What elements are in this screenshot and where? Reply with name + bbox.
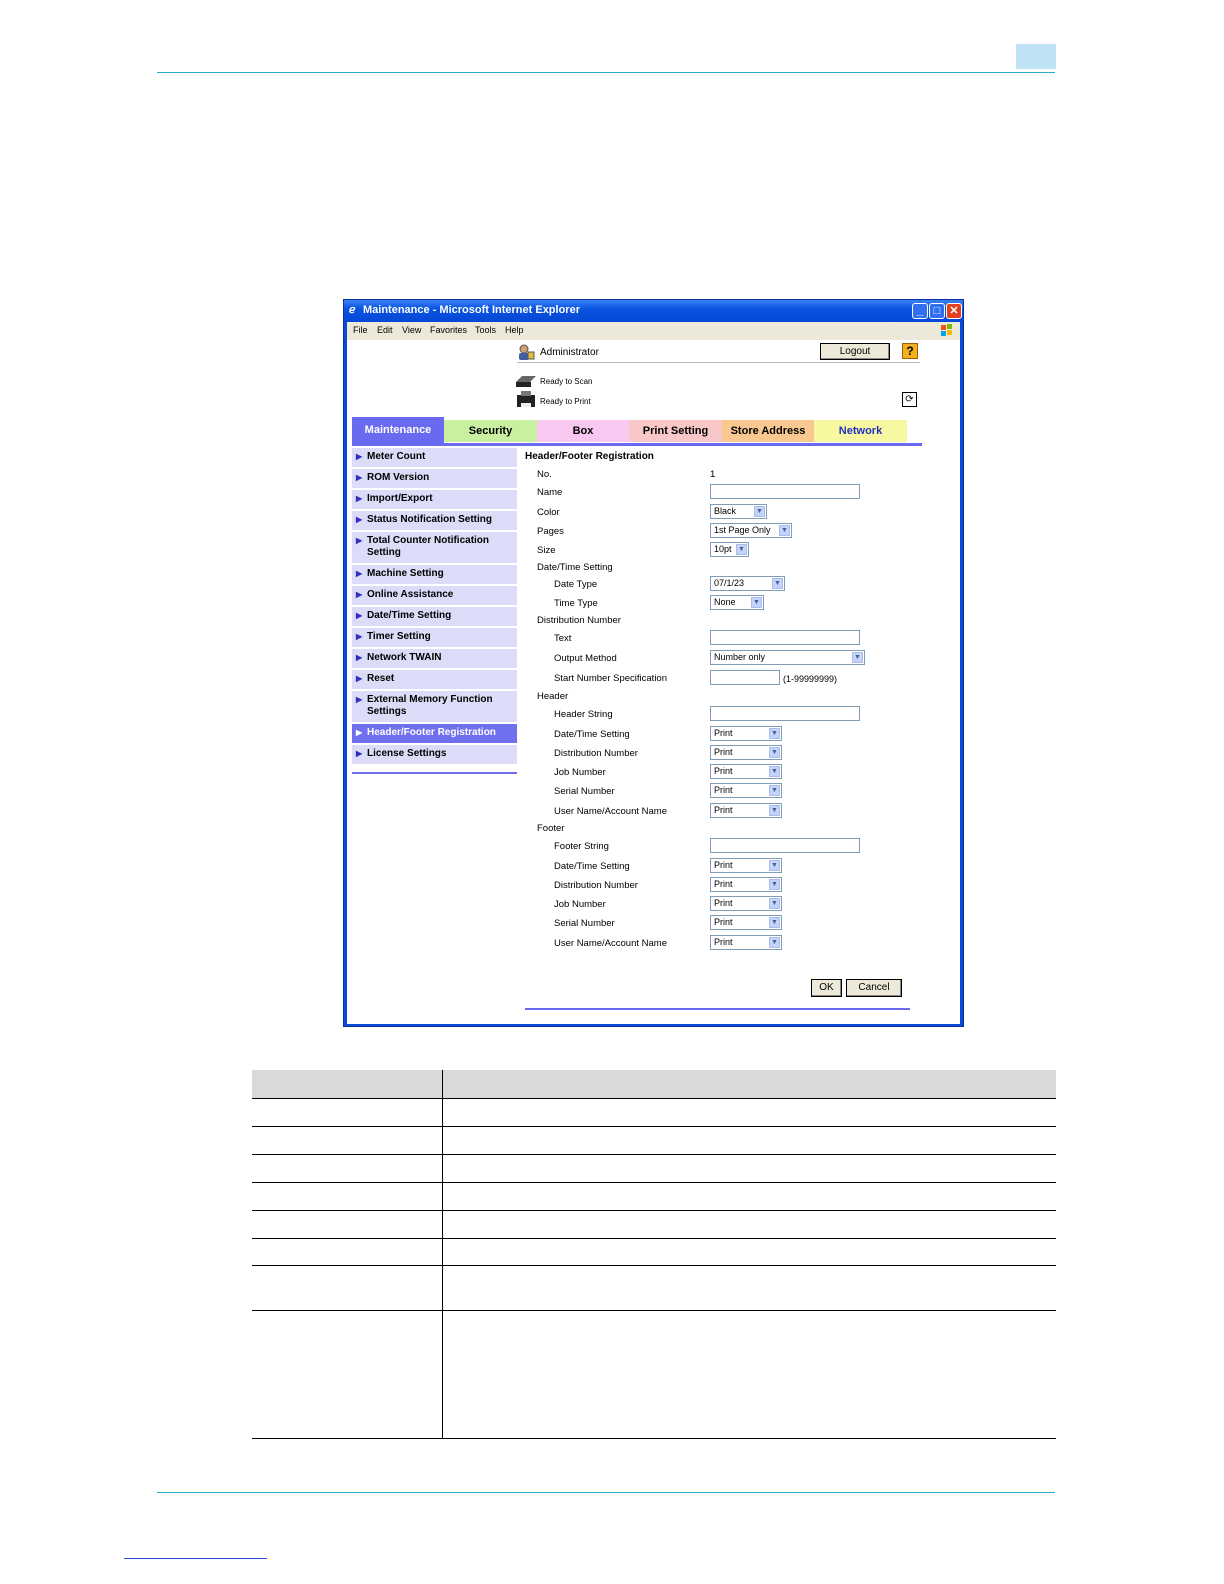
chevron-down-icon: ▼ bbox=[852, 652, 863, 663]
arrow-icon: ▶ bbox=[356, 536, 363, 545]
sidebar-item-label: ROM Version bbox=[367, 472, 430, 483]
arrow-icon: ▶ bbox=[356, 611, 363, 620]
table-row bbox=[252, 1211, 1056, 1239]
distribution-text-input[interactable] bbox=[710, 630, 860, 645]
start-number-input[interactable] bbox=[710, 670, 780, 685]
arrow-icon: ▶ bbox=[356, 749, 363, 758]
sidebar-item-network-twain[interactable] bbox=[352, 649, 517, 670]
pages-value: 1st Page Only bbox=[714, 525, 771, 535]
table-row bbox=[252, 1127, 1056, 1155]
table-cell bbox=[443, 1183, 1057, 1211]
windows-logo-icon bbox=[940, 324, 954, 338]
table-row bbox=[252, 1266, 1056, 1311]
sidebar-item-label: Date/Time Setting bbox=[367, 610, 452, 621]
chevron-down-icon: ▼ bbox=[769, 747, 780, 758]
footer-serial-number-select[interactable] bbox=[710, 915, 782, 930]
sidebar-item-external-memory[interactable] bbox=[352, 691, 517, 724]
page-content bbox=[347, 340, 960, 1024]
no-label: No. bbox=[537, 469, 552, 480]
tab-box[interactable]: Box bbox=[537, 420, 629, 442]
header-serial-number-label: Serial Number bbox=[554, 786, 615, 797]
description-table bbox=[252, 1070, 1056, 1439]
arrow-icon: ▶ bbox=[356, 674, 363, 683]
chevron-down-icon: ▼ bbox=[769, 728, 780, 739]
scan-status: Ready to Scan bbox=[540, 377, 593, 386]
main-tabs bbox=[352, 417, 922, 443]
arrow-icon: ▶ bbox=[356, 452, 363, 461]
help-button[interactable]: ? bbox=[902, 343, 918, 359]
sidebar-item-label: Header/Footer Registration bbox=[367, 727, 496, 738]
table-header-row bbox=[252, 1070, 1056, 1099]
select-value: Print bbox=[714, 747, 733, 757]
tab-underline bbox=[352, 443, 922, 446]
menu-edit[interactable]: Edit bbox=[377, 325, 393, 335]
header-user-name-select[interactable] bbox=[710, 803, 782, 818]
arrow-icon: ▶ bbox=[356, 695, 363, 704]
chevron-down-icon: ▼ bbox=[769, 785, 780, 796]
table-cell bbox=[252, 1099, 443, 1127]
sidebar-item-label: Status Notification Setting bbox=[367, 514, 492, 525]
table-cell bbox=[443, 1155, 1057, 1183]
arrow-icon: ▶ bbox=[356, 515, 363, 524]
select-value: Print bbox=[714, 766, 733, 776]
table-cell bbox=[252, 1070, 443, 1099]
table-cell bbox=[443, 1211, 1057, 1239]
chevron-down-icon: ▼ bbox=[769, 898, 780, 909]
sidebar-item-header-footer-registration[interactable] bbox=[352, 724, 517, 745]
select-value: Print bbox=[714, 728, 733, 738]
header-distribution-select[interactable] bbox=[710, 745, 782, 760]
distribution-section-label: Distribution Number bbox=[537, 615, 621, 626]
sidebar-item-date-time-setting[interactable] bbox=[352, 607, 517, 628]
minimize-button[interactable]: _ bbox=[912, 303, 928, 319]
sidebar-item-import-export[interactable] bbox=[352, 490, 517, 511]
print-status: Ready to Print bbox=[540, 397, 591, 406]
sidebar-item-label: Timer Setting bbox=[367, 631, 431, 642]
chevron-down-icon: ▼ bbox=[769, 805, 780, 816]
header-divider bbox=[517, 362, 920, 363]
chevron-down-icon: ▼ bbox=[772, 578, 783, 589]
time-type-select[interactable] bbox=[710, 595, 764, 610]
arrow-icon: ▶ bbox=[356, 569, 363, 578]
table-cell bbox=[443, 1127, 1057, 1155]
table-cell bbox=[443, 1266, 1057, 1311]
tab-network[interactable]: Network bbox=[814, 420, 907, 442]
administrator-icon bbox=[517, 344, 535, 360]
sidebar-item-label: Machine Setting bbox=[367, 568, 444, 579]
footer-job-number-select[interactable] bbox=[710, 896, 782, 911]
sidebar-item-label: License Settings bbox=[367, 748, 447, 759]
select-value: Print bbox=[714, 937, 733, 947]
table-cell bbox=[252, 1127, 443, 1155]
menu-view[interactable]: View bbox=[402, 325, 422, 335]
tab-store-address[interactable]: Store Address bbox=[722, 420, 814, 442]
arrow-icon: ▶ bbox=[356, 590, 363, 599]
name-input[interactable] bbox=[710, 484, 860, 499]
tab-maintenance[interactable]: Maintenance bbox=[352, 417, 444, 443]
refresh-icon[interactable]: ⟳ bbox=[902, 392, 917, 407]
sidebar-item-timer-setting[interactable] bbox=[352, 628, 517, 649]
date-type-label: Date Type bbox=[554, 579, 598, 590]
table-cell bbox=[252, 1239, 443, 1266]
browser-window bbox=[343, 299, 964, 1027]
sidebar-item-label: Network TWAIN bbox=[367, 652, 442, 663]
footer-string-input[interactable] bbox=[710, 838, 860, 853]
text-label: Text bbox=[554, 633, 572, 644]
select-value: Print bbox=[714, 879, 733, 889]
header-distribution-label: Distribution Number bbox=[554, 748, 638, 759]
table-row bbox=[252, 1099, 1056, 1127]
footer-string-label: Footer String bbox=[554, 841, 609, 852]
footer-user-name-select[interactable] bbox=[710, 935, 782, 950]
arrow-icon: ▶ bbox=[356, 494, 363, 503]
header-rule bbox=[157, 72, 1055, 73]
window-title: Maintenance - Microsoft Internet Explorer bbox=[363, 304, 580, 316]
date-type-value: 07/1/23 bbox=[714, 578, 745, 588]
output-method-label: Output Method bbox=[554, 653, 617, 664]
chevron-down-icon: ▼ bbox=[769, 917, 780, 928]
output-method-select[interactable] bbox=[710, 650, 865, 665]
sidebar-item-total-counter-notification[interactable] bbox=[352, 532, 517, 565]
pages-label: Pages bbox=[537, 526, 564, 537]
chapter-tab bbox=[1016, 44, 1056, 69]
start-number-label: Start Number Specification bbox=[554, 673, 667, 684]
color-value: Black bbox=[714, 506, 737, 516]
select-value: Print bbox=[714, 860, 733, 870]
pages-select[interactable] bbox=[710, 523, 792, 538]
scanner-icon bbox=[515, 373, 537, 389]
sidebar-item-label: External Memory Function Settings bbox=[367, 694, 493, 717]
header-string-input[interactable] bbox=[710, 706, 860, 721]
chevron-down-icon: ▼ bbox=[769, 937, 780, 948]
color-select[interactable] bbox=[710, 504, 767, 519]
footer-distribution-label: Distribution Number bbox=[554, 880, 638, 891]
ie-icon: ℯ bbox=[349, 304, 356, 316]
table-row bbox=[252, 1239, 1056, 1266]
footer-datetime-select[interactable] bbox=[710, 858, 782, 873]
chevron-down-icon: ▼ bbox=[754, 506, 765, 517]
chevron-down-icon: ▼ bbox=[769, 766, 780, 777]
footer-link-rule bbox=[124, 1558, 267, 1559]
start-number-range: (1-99999999) bbox=[783, 674, 838, 684]
sidebar-item-label: Import/Export bbox=[367, 493, 433, 504]
tab-security[interactable]: Security bbox=[444, 420, 537, 442]
ok-button[interactable]: OK bbox=[811, 979, 842, 997]
maximize-button[interactable]: □ bbox=[929, 303, 945, 319]
footer-distribution-select[interactable] bbox=[710, 877, 782, 892]
select-value: Print bbox=[714, 805, 733, 815]
logout-button[interactable]: Logout bbox=[820, 343, 890, 360]
cancel-button[interactable]: Cancel bbox=[846, 979, 902, 997]
table-cell bbox=[252, 1311, 443, 1439]
footer-user-name-label: User Name/Account Name bbox=[554, 938, 667, 949]
table-cell bbox=[443, 1070, 1057, 1099]
header-user-name-label: User Name/Account Name bbox=[554, 806, 667, 817]
table-cell bbox=[252, 1211, 443, 1239]
menu-tools[interactable]: Tools bbox=[475, 325, 497, 335]
close-button[interactable]: ✕ bbox=[946, 303, 962, 319]
sidebar-item-machine-setting[interactable] bbox=[352, 565, 517, 586]
select-value: Print bbox=[714, 917, 733, 927]
table-row bbox=[252, 1183, 1056, 1211]
output-method-value: Number only bbox=[714, 652, 766, 662]
sidebar-item-status-notification[interactable] bbox=[352, 511, 517, 532]
form-divider bbox=[525, 1008, 910, 1010]
sidebar-item-label: Reset bbox=[367, 673, 395, 684]
title-bar bbox=[344, 300, 963, 322]
printer-icon bbox=[515, 390, 537, 409]
footer-rule bbox=[157, 1492, 1055, 1493]
chevron-down-icon: ▼ bbox=[769, 879, 780, 890]
sidebar-item-reset[interactable] bbox=[352, 670, 517, 691]
header-string-label: Header String bbox=[554, 709, 613, 720]
form-title: Header/Footer Registration bbox=[525, 451, 654, 462]
header-section-label: Header bbox=[537, 691, 569, 702]
sidebar-item-label: Online Assistance bbox=[367, 589, 454, 600]
sidebar-item-label: Total Counter Notification Setting bbox=[367, 535, 490, 558]
header-datetime-select[interactable] bbox=[710, 726, 782, 741]
sidebar-item-license-settings[interactable] bbox=[352, 745, 517, 766]
size-label: Size bbox=[537, 545, 556, 556]
time-type-value: None bbox=[714, 597, 736, 607]
arrow-icon: ▶ bbox=[356, 632, 363, 641]
table-cell bbox=[252, 1155, 443, 1183]
arrow-icon: ▶ bbox=[356, 473, 363, 482]
table-row bbox=[252, 1155, 1056, 1183]
no-value: 1 bbox=[710, 469, 716, 480]
sidebar bbox=[352, 448, 517, 774]
footer-section-label: Footer bbox=[537, 823, 565, 834]
menu-file[interactable]: File bbox=[353, 325, 368, 335]
menu-favorites[interactable]: Favorites bbox=[430, 325, 468, 335]
sidebar-item-online-assistance[interactable] bbox=[352, 586, 517, 607]
color-label: Color bbox=[537, 507, 560, 518]
menu-bar bbox=[347, 322, 960, 340]
chevron-down-icon: ▼ bbox=[769, 860, 780, 871]
datetime-section-label: Date/Time Setting bbox=[537, 562, 613, 573]
sidebar-item-meter-count[interactable] bbox=[352, 448, 517, 469]
table-row bbox=[252, 1311, 1056, 1439]
chevron-down-icon: ▼ bbox=[751, 597, 762, 608]
user-name: Administrator bbox=[540, 347, 599, 358]
header-datetime-label: Date/Time Setting bbox=[554, 729, 630, 740]
table-cell bbox=[443, 1311, 1057, 1439]
size-select[interactable] bbox=[710, 542, 749, 557]
select-value: Print bbox=[714, 898, 733, 908]
footer-job-number-label: Job Number bbox=[554, 899, 606, 910]
table-cell bbox=[443, 1239, 1057, 1266]
footer-serial-number-label: Serial Number bbox=[554, 918, 615, 929]
sidebar-item-rom-version[interactable] bbox=[352, 469, 517, 490]
sidebar-item-label: Meter Count bbox=[367, 451, 426, 462]
date-type-select[interactable] bbox=[710, 576, 785, 591]
menu-help[interactable]: Help bbox=[505, 325, 524, 335]
time-type-label: Time Type bbox=[554, 598, 598, 609]
tab-print-setting[interactable]: Print Setting bbox=[629, 420, 722, 442]
header-serial-number-select[interactable] bbox=[710, 783, 782, 798]
table-cell bbox=[252, 1183, 443, 1211]
arrow-icon: ▶ bbox=[356, 728, 363, 737]
sidebar-bottom-rule bbox=[352, 772, 517, 774]
footer-datetime-label: Date/Time Setting bbox=[554, 861, 630, 872]
header-job-number-select[interactable] bbox=[710, 764, 782, 779]
table-cell bbox=[252, 1266, 443, 1311]
chevron-down-icon: ▼ bbox=[779, 525, 790, 536]
size-value: 10pt bbox=[714, 544, 732, 554]
select-value: Print bbox=[714, 785, 733, 795]
name-label: Name bbox=[537, 487, 563, 498]
chevron-down-icon: ▼ bbox=[736, 544, 747, 555]
header-job-number-label: Job Number bbox=[554, 767, 606, 778]
table-cell bbox=[443, 1099, 1057, 1127]
arrow-icon: ▶ bbox=[356, 653, 363, 662]
